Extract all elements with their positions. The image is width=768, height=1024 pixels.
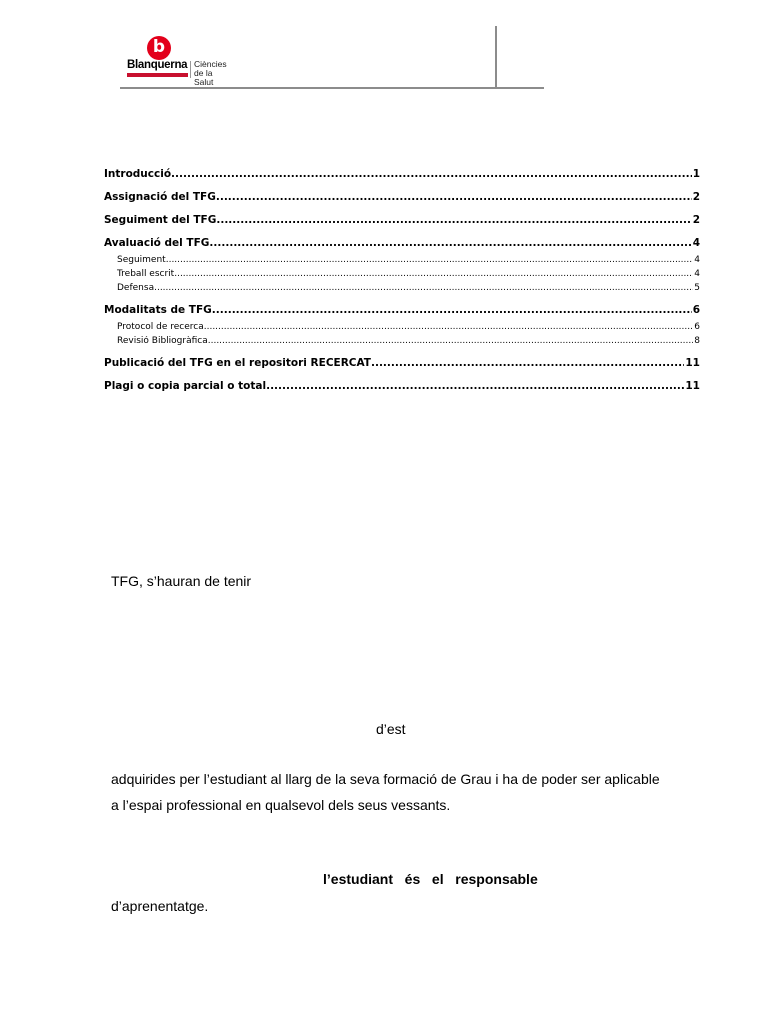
toc-entry[interactable]: Avaluació del TFG ..... 4 — [104, 237, 700, 253]
body-bold-fragment: l’estudiant és el responsable — [323, 871, 538, 887]
header-vertical-rule — [495, 26, 497, 88]
toc-entry[interactable]: Seguiment del TFG ..... 2 — [104, 214, 700, 230]
body-fragment: TFG, s’hauran de tenir — [111, 573, 252, 589]
logo-underline — [127, 73, 188, 77]
toc-subentry[interactable]: Treball escrit ..... 4 — [104, 269, 700, 283]
body-paragraph: adquirides per l’estudiant al llarg de la seva formació de Grau i ha de poder ser aplicable a l’espai professional en qualsevol dels seus vessants. — [111, 771, 660, 813]
toc-entry[interactable]: Introducció ..... 1 — [104, 168, 700, 184]
toc-entry[interactable]: Publicació del TFG en el repositori RECERCAT ..... 11 — [104, 357, 700, 373]
logo-divider — [190, 61, 191, 78]
logo-unit-text: Ciències de la Salut — [194, 59, 227, 87]
table-of-contents — [104, 168, 700, 403]
body-fragment: d’aprenentatge. — [111, 898, 209, 914]
toc-subentry[interactable]: Seguiment ..... 4 — [104, 255, 700, 269]
header-horizontal-rule — [120, 87, 544, 89]
toc-entry[interactable]: Plagi o copia parcial o total ..... 11 — [104, 380, 700, 396]
blanquerna-logo — [127, 34, 231, 87]
toc-subentry[interactable]: Protocol de recerca ..... 6 — [104, 322, 700, 336]
toc-entry[interactable]: Assignació del TFG ..... 2 — [104, 191, 700, 207]
body-fragment: d’est — [376, 721, 406, 737]
logo-b-icon: b — [147, 36, 171, 60]
toc-subentry[interactable]: Revisió Bibliogràfica ..... 8 — [104, 336, 700, 350]
logo-brand-text: Blanquerna — [127, 59, 188, 71]
toc-entry[interactable]: Modalitats de TFG ..... 6 — [104, 304, 700, 320]
toc-subentry[interactable]: Defensa ..... 5 — [104, 283, 700, 297]
